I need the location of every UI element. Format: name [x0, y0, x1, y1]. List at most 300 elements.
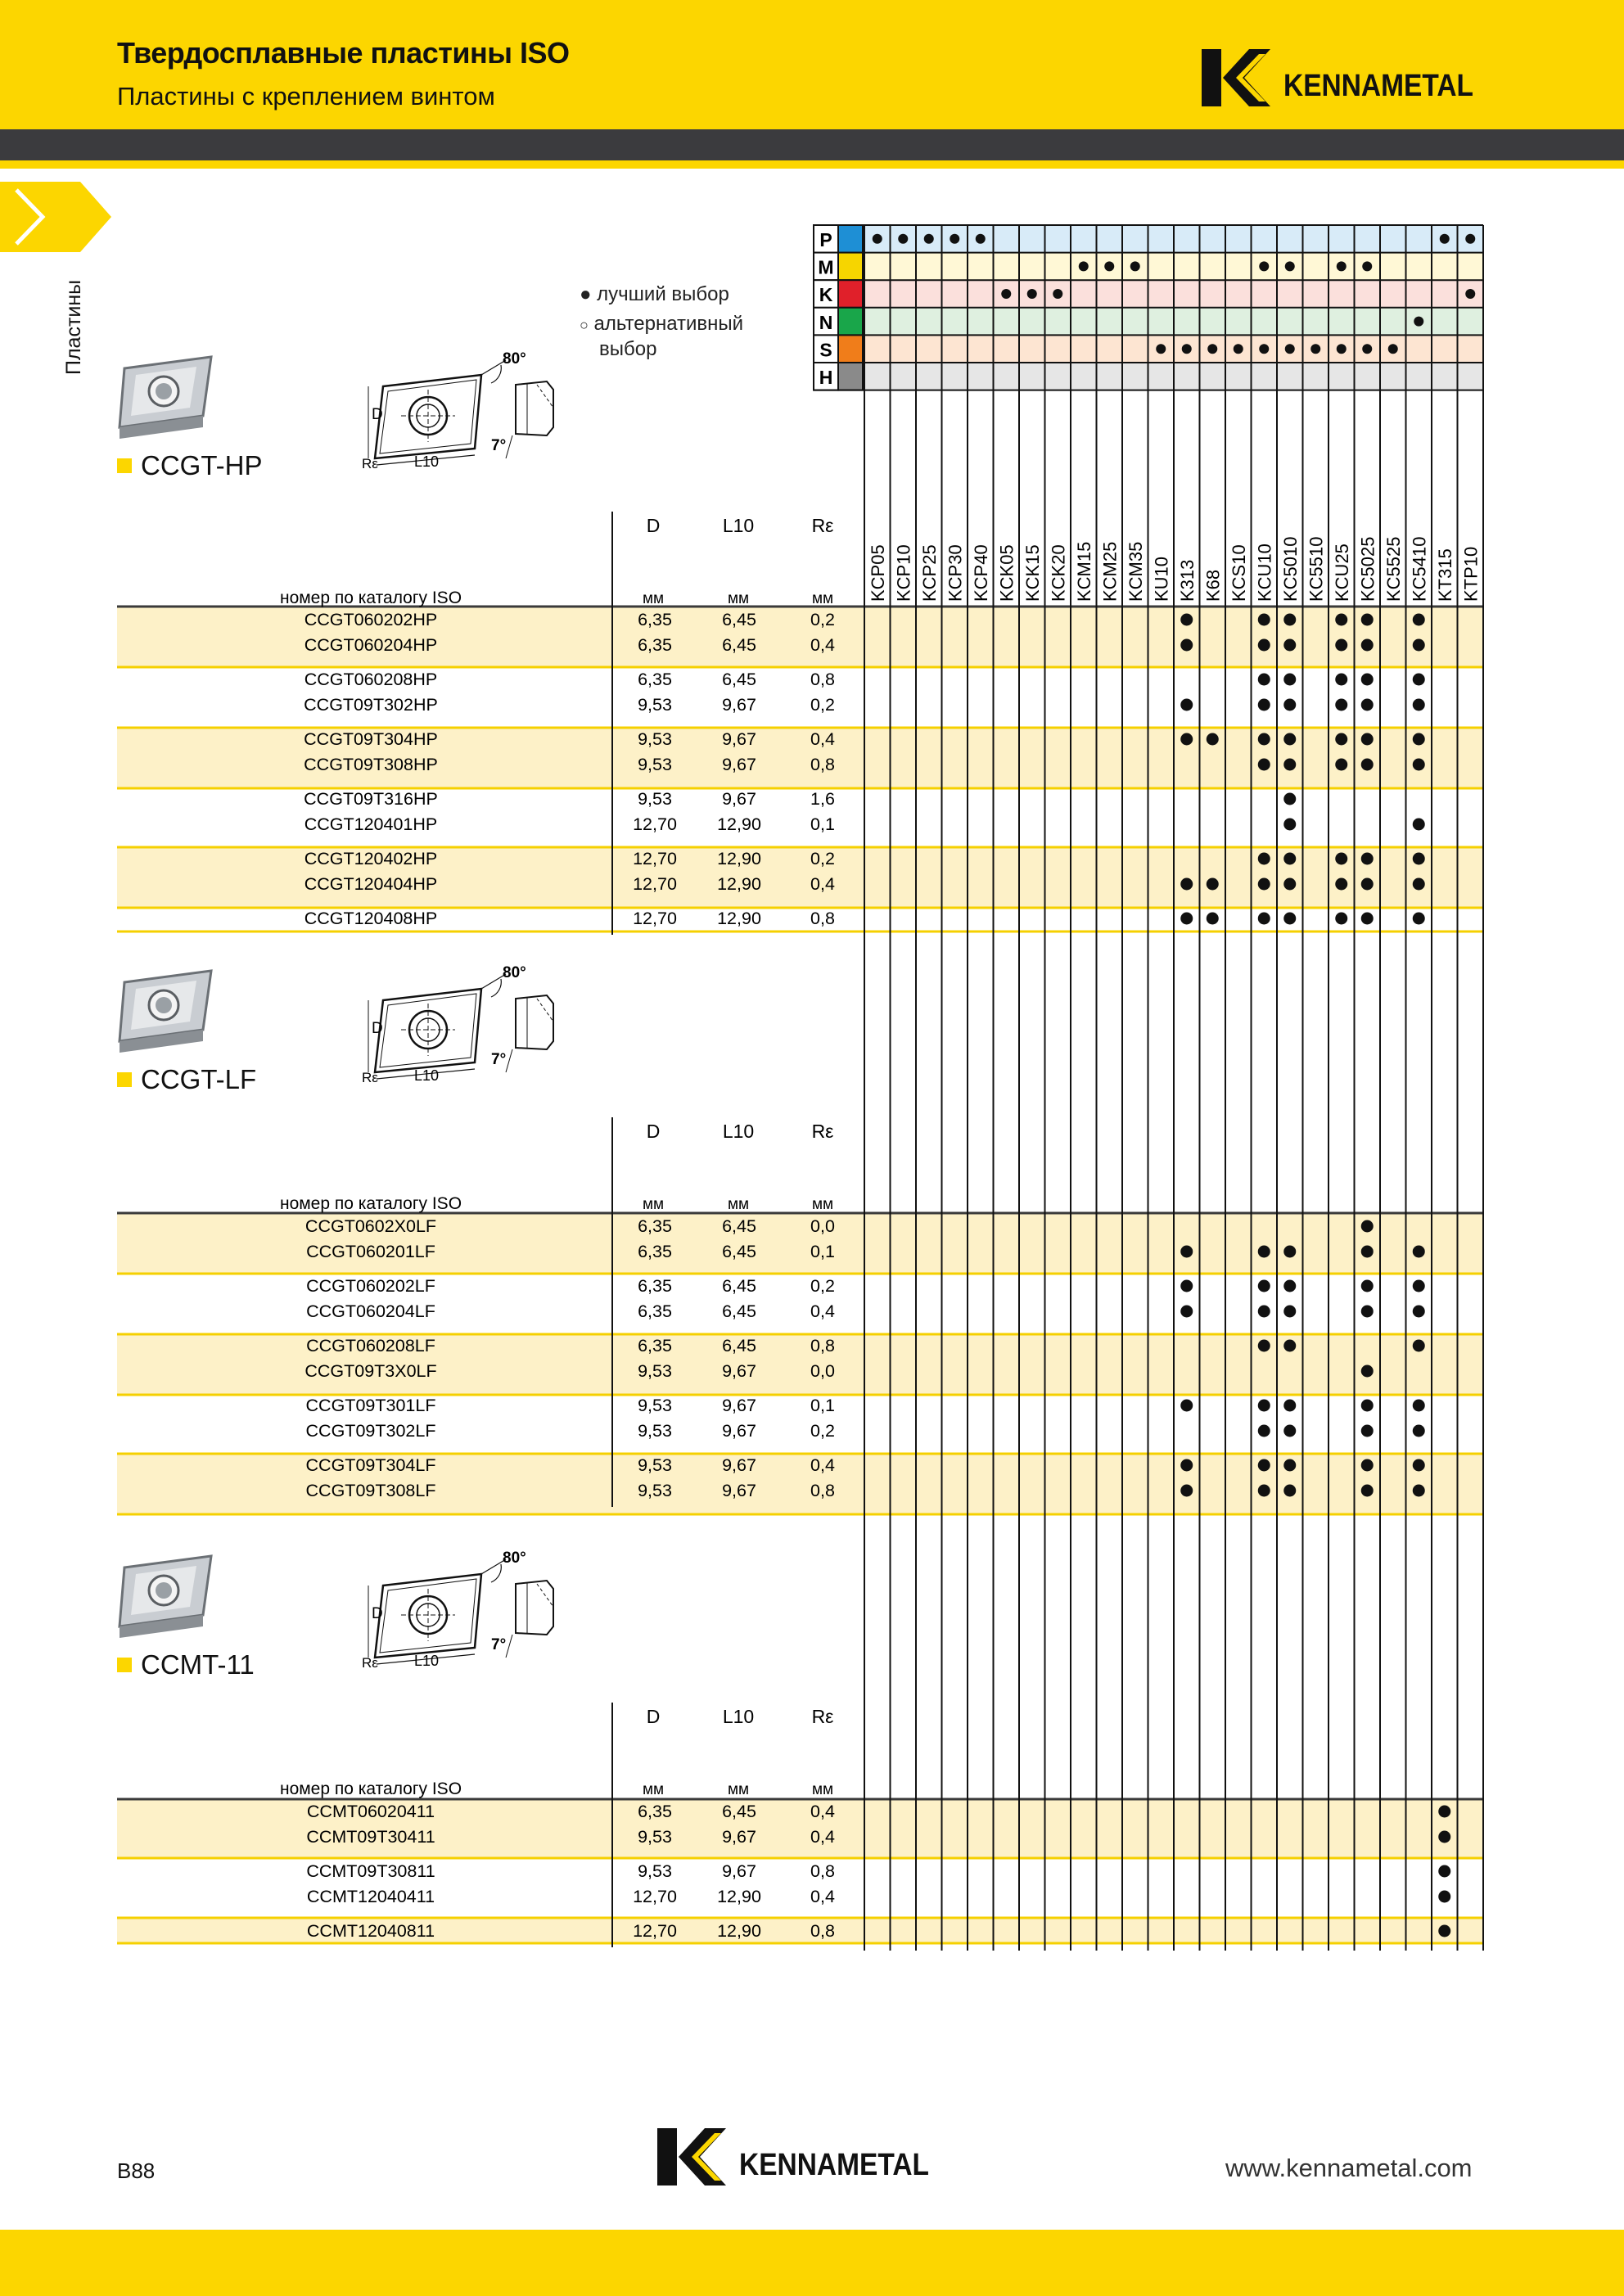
- dim-l10-label: L10: [414, 1067, 440, 1084]
- dim-re-value: 0,8: [810, 1481, 835, 1500]
- grade-dot: [1413, 759, 1425, 771]
- grade-dot: [1258, 1485, 1270, 1497]
- grade-dot: [1413, 1280, 1425, 1292]
- dim-d-value: 12,70: [633, 909, 677, 928]
- catalog-number: CCGT120402HP: [304, 849, 438, 868]
- grade-dot: [1283, 733, 1296, 746]
- grade-dot: [1180, 639, 1193, 652]
- col-re-header: Rε: [811, 1121, 834, 1142]
- dim-d-value: 6,35: [638, 1336, 672, 1355]
- catalog-number: CCGT09T304HP: [304, 729, 438, 749]
- catalog-number: CCGT09T316HP: [304, 789, 438, 809]
- dim-re-value: 0,4: [810, 874, 835, 894]
- grade-label: KCM15: [1073, 541, 1094, 602]
- page-subtitle: Пластины с креплением винтом: [117, 82, 495, 111]
- material-swatch-M: [838, 253, 863, 281]
- col-l10-unit: мм: [727, 1781, 750, 1798]
- col-l10-unit: мм: [727, 590, 750, 607]
- grade-label: KTP10: [1460, 546, 1482, 602]
- grade-dot: [1361, 759, 1374, 771]
- grade-dot: [1283, 759, 1296, 771]
- grade-label: KCK05: [996, 544, 1017, 602]
- dim-l10-value: 9,67: [722, 1861, 756, 1881]
- side-section-label: Пластины: [62, 279, 85, 375]
- dim-d-value: 9,53: [638, 1481, 672, 1500]
- col-l10-header: L10: [722, 515, 755, 536]
- grade-label: KCS10: [1228, 544, 1249, 602]
- material-dot: [1465, 234, 1475, 244]
- dim-d-value: 9,53: [638, 755, 672, 774]
- dim-l10-value: 12,90: [717, 1887, 761, 1906]
- grade-dot: [1413, 1246, 1425, 1258]
- material-dot: [873, 234, 882, 244]
- dim-l10-value: 6,45: [722, 1802, 756, 1821]
- dim-l10-value: 9,67: [722, 789, 756, 809]
- grade-dot: [1180, 913, 1193, 925]
- grade-label: KC5410: [1409, 536, 1430, 602]
- grade-label: K313: [1176, 559, 1198, 602]
- grade-dot: [1283, 1306, 1296, 1318]
- catalog-number: CCGT060204LF: [306, 1301, 435, 1321]
- col-d-unit: мм: [642, 590, 665, 607]
- dim-d-value: 9,53: [638, 1861, 672, 1881]
- material-code-P: P: [819, 229, 832, 250]
- dim-d-value: 12,70: [633, 814, 677, 834]
- grade-label: KC5025: [1357, 536, 1378, 602]
- grade-dot: [1180, 1246, 1193, 1258]
- dim-re-value: 0,1: [810, 1242, 835, 1261]
- grade-dot: [1361, 733, 1374, 746]
- material-dot: [1053, 289, 1062, 299]
- dim-d-value: 6,35: [638, 670, 672, 689]
- grade-dot: [1335, 853, 1347, 865]
- grade-dot: [1258, 699, 1270, 711]
- grade-dot: [1283, 1340, 1296, 1352]
- material-dot: [1465, 289, 1475, 299]
- grade-dot: [1438, 1865, 1450, 1878]
- dim-d-value: 9,53: [638, 1361, 672, 1381]
- dim-l10-value: 6,45: [722, 1242, 756, 1261]
- col-re-header: Rε: [811, 1706, 834, 1727]
- dim-re-value: 0,8: [810, 755, 835, 774]
- grade-dot: [1361, 853, 1374, 865]
- material-swatch-N: [838, 308, 863, 336]
- grade-dot: [1258, 1425, 1270, 1437]
- grade-dot: [1361, 1246, 1374, 1258]
- insert-photo-icon: [115, 1551, 221, 1641]
- col-l10-unit: мм: [727, 1196, 750, 1213]
- grade-dot: [1413, 853, 1425, 865]
- dim-re-value: 0,2: [810, 695, 835, 715]
- insert-type-name: CCGT-HP: [141, 450, 263, 480]
- material-dot: [1234, 344, 1243, 354]
- dim-re-value: 0,8: [810, 670, 835, 689]
- dim-d-label: D: [372, 406, 383, 423]
- dim-re-value: 0,0: [810, 1216, 835, 1236]
- grade-dot: [1180, 699, 1193, 711]
- material-dot: [1310, 344, 1320, 354]
- dim-r-label: Rε: [362, 1655, 378, 1671]
- dim-l10-value: 9,67: [722, 1396, 756, 1415]
- dim-l10-value: 9,67: [722, 1481, 756, 1500]
- grade-dot: [1438, 1831, 1450, 1843]
- catalog-number: CCGT060208HP: [304, 670, 438, 689]
- insert-dimension-drawing: [352, 1535, 565, 1674]
- dim-re-value: 0,8: [810, 1921, 835, 1941]
- col-catalog-header: номер по каталогу ISO: [279, 589, 462, 607]
- material-dot: [1362, 261, 1372, 271]
- material-swatch-H: [838, 363, 863, 390]
- grade-label: KCM25: [1099, 541, 1121, 602]
- grade-label: KT315: [1434, 548, 1455, 602]
- catalog-number: CCGT120404HP: [304, 874, 438, 894]
- page-title: Твердосплавные пластины ISO: [117, 36, 570, 70]
- dim-l10-value: 6,45: [722, 610, 756, 629]
- grade-dot: [1413, 1400, 1425, 1412]
- catalog-number: CCGT09T3X0LF: [304, 1361, 437, 1381]
- angle-label: 80°: [503, 964, 526, 981]
- grade-dot: [1283, 614, 1296, 626]
- grade-dot: [1335, 733, 1347, 746]
- material-dot: [1362, 344, 1372, 354]
- material-dot: [1414, 317, 1423, 327]
- grade-dot: [1361, 1459, 1374, 1472]
- dim-d-value: 6,35: [638, 1802, 672, 1821]
- grade-dot: [1283, 1246, 1296, 1258]
- dim-re-value: 0,1: [810, 1396, 835, 1415]
- dim-d-value: 6,35: [638, 1301, 672, 1321]
- dim-l10-value: 12,90: [717, 909, 761, 928]
- dim-l10-value: 6,45: [722, 1216, 756, 1236]
- catalog-number: CCGT0602X0LF: [304, 1216, 437, 1236]
- dim-d-value: 12,70: [633, 849, 677, 868]
- grade-dot: [1438, 1806, 1450, 1818]
- grade-label: K68: [1202, 569, 1224, 602]
- material-dot: [976, 234, 986, 244]
- material-dot: [1027, 289, 1037, 299]
- catalog-number: CCMT12040411: [306, 1887, 435, 1906]
- grade-dot: [1283, 793, 1296, 805]
- material-swatch-P: [838, 225, 863, 253]
- material-dot: [1337, 344, 1347, 354]
- dim-re-value: 1,6: [810, 789, 835, 809]
- catalog-number: CCGT060201LF: [306, 1242, 435, 1261]
- dim-d-value: 9,53: [638, 1827, 672, 1847]
- filled-dot-icon: ●: [580, 283, 592, 305]
- grade-dot: [1283, 639, 1296, 652]
- grade-label: KCK20: [1048, 544, 1069, 602]
- dim-d-value: 9,53: [638, 729, 672, 749]
- website-link[interactable]: www.kennametal.com: [1225, 2154, 1473, 2182]
- grade-dot: [1258, 1280, 1270, 1292]
- grade-dot: [1335, 759, 1347, 771]
- insert-type-name: CCMT-11: [141, 1649, 255, 1680]
- dim-re-value: 0,4: [810, 1827, 835, 1847]
- grade-label: KCU10: [1254, 544, 1275, 602]
- grade-dot: [1361, 1306, 1374, 1318]
- grade-dot: [1258, 674, 1270, 686]
- dim-re-value: 0,2: [810, 1276, 835, 1296]
- grade-dot: [1283, 1280, 1296, 1292]
- dim-re-value: 0,2: [810, 1421, 835, 1441]
- kennametal-logo-footer: [657, 2128, 936, 2185]
- grade-dot: [1258, 1459, 1270, 1472]
- dim-d-value: 9,53: [638, 1455, 672, 1475]
- grade-dot: [1207, 913, 1219, 925]
- dim-l10-value: 9,67: [722, 1827, 756, 1847]
- yellow-square-icon: [117, 1658, 132, 1672]
- grade-dot: [1258, 1400, 1270, 1412]
- material-dot: [1130, 261, 1140, 271]
- material-code-H: H: [819, 367, 833, 388]
- insert-type-label: [117, 1649, 255, 1680]
- grade-label: KCP10: [893, 544, 914, 602]
- material-dot: [950, 234, 959, 244]
- dim-d-value: 12,70: [633, 1921, 677, 1941]
- grade-dot: [1361, 639, 1374, 652]
- grade-dot: [1180, 1400, 1193, 1412]
- grade-dot: [1361, 674, 1374, 686]
- grade-label: KC5525: [1383, 536, 1404, 602]
- grade-dot: [1361, 878, 1374, 891]
- grade-dot: [1413, 1306, 1425, 1318]
- grade-dot: [1180, 878, 1193, 891]
- col-catalog-header: номер по каталогу ISO: [279, 1194, 462, 1213]
- dim-d-value: 9,53: [638, 789, 672, 809]
- col-l10-header: L10: [722, 1706, 755, 1727]
- catalog-number: CCGT09T308HP: [304, 755, 438, 774]
- material-dot: [924, 234, 934, 244]
- grade-dot: [1283, 1485, 1296, 1497]
- grade-dot: [1361, 1425, 1374, 1437]
- grade-dot: [1413, 1459, 1425, 1472]
- dim-re-value: 0,2: [810, 849, 835, 868]
- dim-l10-value: 12,90: [717, 1921, 761, 1941]
- grade-dot: [1335, 639, 1347, 652]
- col-d-unit: мм: [642, 1196, 665, 1213]
- grade-dot: [1258, 913, 1270, 925]
- legend-best: ● лучший выбор: [580, 283, 729, 305]
- grade-dot: [1258, 878, 1270, 891]
- material-dot: [1001, 289, 1011, 299]
- dim-l10-label: L10: [414, 1653, 440, 1669]
- dim-re-value: 0,2: [810, 610, 835, 629]
- dim-d-label: D: [372, 1020, 383, 1037]
- material-dot: [1156, 344, 1166, 354]
- catalog-number: CCGT09T302LF: [305, 1421, 436, 1441]
- catalog-number: CCGT060204HP: [304, 635, 438, 655]
- col-d-unit: мм: [642, 1781, 665, 1798]
- grade-dot: [1283, 1459, 1296, 1472]
- dim-re-value: 0,4: [810, 1455, 835, 1475]
- material-dot: [1285, 261, 1295, 271]
- grade-label: KCP40: [970, 544, 991, 602]
- grade-dot: [1180, 1459, 1193, 1472]
- grade-dot: [1283, 1400, 1296, 1412]
- dim-l10-value: 9,67: [722, 1361, 756, 1381]
- grade-dot: [1258, 1340, 1270, 1352]
- hollow-dot-icon: ○: [580, 317, 589, 333]
- catalog-number: CCMT06020411: [306, 1802, 435, 1821]
- grade-dot: [1180, 1485, 1193, 1497]
- grade-label: KC5010: [1279, 536, 1301, 602]
- grade-label: KU10: [1151, 556, 1172, 602]
- grade-dot: [1335, 913, 1347, 925]
- grade-dot: [1283, 1425, 1296, 1437]
- dim-d-value: 9,53: [638, 1421, 672, 1441]
- dim-re-value: 0,4: [810, 1301, 835, 1321]
- dim-l10-value: 9,67: [722, 1421, 756, 1441]
- dim-d-value: 6,35: [638, 610, 672, 629]
- grade-label: KCU25: [1331, 544, 1352, 602]
- grade-dot: [1335, 699, 1347, 711]
- footer-band: [0, 2230, 1624, 2296]
- col-d-header: D: [646, 1706, 661, 1727]
- catalog-number: CCGT09T304LF: [305, 1455, 436, 1475]
- dim-d-value: 6,35: [638, 1242, 672, 1261]
- insert-dimension-drawing: [352, 950, 565, 1089]
- grade-dot: [1258, 1246, 1270, 1258]
- grade-dot: [1258, 614, 1270, 626]
- material-dot: [1207, 344, 1217, 354]
- catalog-number: CCGT120408HP: [304, 909, 438, 928]
- dim-re-value: 0,0: [810, 1361, 835, 1381]
- grade-dot: [1413, 1425, 1425, 1437]
- material-dot: [1337, 261, 1347, 271]
- grade-dot: [1361, 614, 1374, 626]
- dim-l10-value: 9,67: [722, 755, 756, 774]
- material-code-S: S: [819, 339, 832, 361]
- dim-d-label: D: [372, 1605, 383, 1622]
- angle-label: 80°: [503, 350, 526, 368]
- material-dot: [1440, 234, 1450, 244]
- material-dot: [1259, 344, 1269, 354]
- material-dot: [1182, 344, 1192, 354]
- insert-type-name: CCGT-LF: [141, 1064, 257, 1094]
- material-dot: [1285, 344, 1295, 354]
- dim-l10-value: 6,45: [722, 1301, 756, 1321]
- material-dot: [1388, 344, 1398, 354]
- dim-d-value: 6,35: [638, 1216, 672, 1236]
- grade-dot: [1180, 733, 1193, 746]
- grade-dot: [1180, 1306, 1193, 1318]
- yellow-square-icon: [117, 1072, 132, 1087]
- dim-l10-value: 12,90: [717, 874, 761, 894]
- grade-dot: [1413, 819, 1425, 831]
- yellow-square-icon: [117, 458, 132, 473]
- grade-dot: [1207, 733, 1219, 746]
- clearance-angle-label: 7°: [491, 437, 507, 454]
- dim-d-value: 6,35: [638, 635, 672, 655]
- grade-dot: [1361, 1280, 1374, 1292]
- grade-label: KCP25: [918, 544, 940, 602]
- col-d-header: D: [646, 515, 661, 536]
- grade-dot: [1258, 639, 1270, 652]
- grade-dot: [1207, 878, 1219, 891]
- brand-name-footer: KENNAMETAL: [739, 2148, 929, 2182]
- insert-photo-icon: [115, 966, 221, 1056]
- grade-dot: [1283, 853, 1296, 865]
- dim-d-value: 6,35: [638, 1276, 672, 1296]
- dim-l10-value: 6,45: [722, 670, 756, 689]
- dim-l10-value: 12,90: [717, 849, 761, 868]
- catalog-number: CCGT060202LF: [306, 1276, 435, 1296]
- grade-dot: [1283, 878, 1296, 891]
- grade-dot: [1413, 639, 1425, 652]
- material-code-N: N: [819, 311, 833, 333]
- legend-alternative: ○ альтернативный выбор: [580, 313, 744, 360]
- grade-dot: [1258, 853, 1270, 865]
- material-dot: [898, 234, 908, 244]
- dim-re-value: 0,4: [810, 1802, 835, 1821]
- dim-l10-value: 9,67: [722, 729, 756, 749]
- col-re-unit: мм: [811, 1781, 834, 1798]
- catalog-number: CCMT09T30411: [306, 1827, 435, 1847]
- grade-dot: [1361, 1220, 1374, 1233]
- grade-dot: [1413, 913, 1425, 925]
- dim-d-value: 12,70: [633, 1887, 677, 1906]
- grade-dot: [1361, 913, 1374, 925]
- dim-r-label: Rε: [362, 456, 378, 471]
- catalog-number: CCGT09T301LF: [305, 1396, 436, 1415]
- grade-label: KCK15: [1022, 544, 1043, 602]
- catalog-number: CCGT060208LF: [306, 1336, 435, 1355]
- grade-dot: [1361, 1485, 1374, 1497]
- dim-l10-value: 6,45: [722, 1276, 756, 1296]
- grade-label: KCM35: [1125, 541, 1146, 602]
- col-d-header: D: [646, 1121, 661, 1142]
- col-re-header: Rε: [811, 515, 834, 536]
- grade-dot: [1413, 878, 1425, 891]
- catalog-number: CCMT09T30811: [306, 1861, 435, 1881]
- grade-dot: [1413, 699, 1425, 711]
- grade-dot: [1413, 674, 1425, 686]
- grade-label: KC5510: [1306, 536, 1327, 602]
- material-code-M: M: [818, 256, 834, 278]
- grade-dot: [1413, 614, 1425, 626]
- material-swatch-S: [838, 335, 863, 363]
- dim-d-value: 9,53: [638, 1396, 672, 1415]
- grade-label: KCP30: [945, 544, 966, 602]
- grade-dot: [1361, 1400, 1374, 1412]
- insert-photo-icon: [115, 352, 221, 442]
- dim-l10-value: 9,67: [722, 695, 756, 715]
- material-swatch-K: [838, 280, 863, 308]
- grade-dot: [1413, 733, 1425, 746]
- page-number: B88: [117, 2158, 156, 2183]
- catalog-number: CCGT060202HP: [304, 610, 438, 629]
- catalog-number: CCMT12040811: [306, 1921, 435, 1941]
- dim-l10-value: 12,90: [717, 814, 761, 834]
- dim-re-value: 0,4: [810, 1887, 835, 1906]
- material-dot: [1104, 261, 1114, 271]
- grade-dot: [1258, 1306, 1270, 1318]
- grade-dot: [1180, 614, 1193, 626]
- grade-dot: [1335, 674, 1347, 686]
- grade-dot: [1283, 699, 1296, 711]
- catalog-number: CCGT120401HP: [304, 814, 438, 834]
- dim-l10-value: 9,67: [722, 1455, 756, 1475]
- grade-dot: [1283, 819, 1296, 831]
- dim-re-value: 0,8: [810, 1861, 835, 1881]
- grade-dot: [1438, 1891, 1450, 1903]
- dim-re-value: 0,4: [810, 729, 835, 749]
- col-re-unit: мм: [811, 1196, 834, 1213]
- dim-re-value: 0,8: [810, 909, 835, 928]
- clearance-angle-label: 7°: [491, 1636, 507, 1653]
- dim-re-value: 0,1: [810, 814, 835, 834]
- grade-dot: [1258, 759, 1270, 771]
